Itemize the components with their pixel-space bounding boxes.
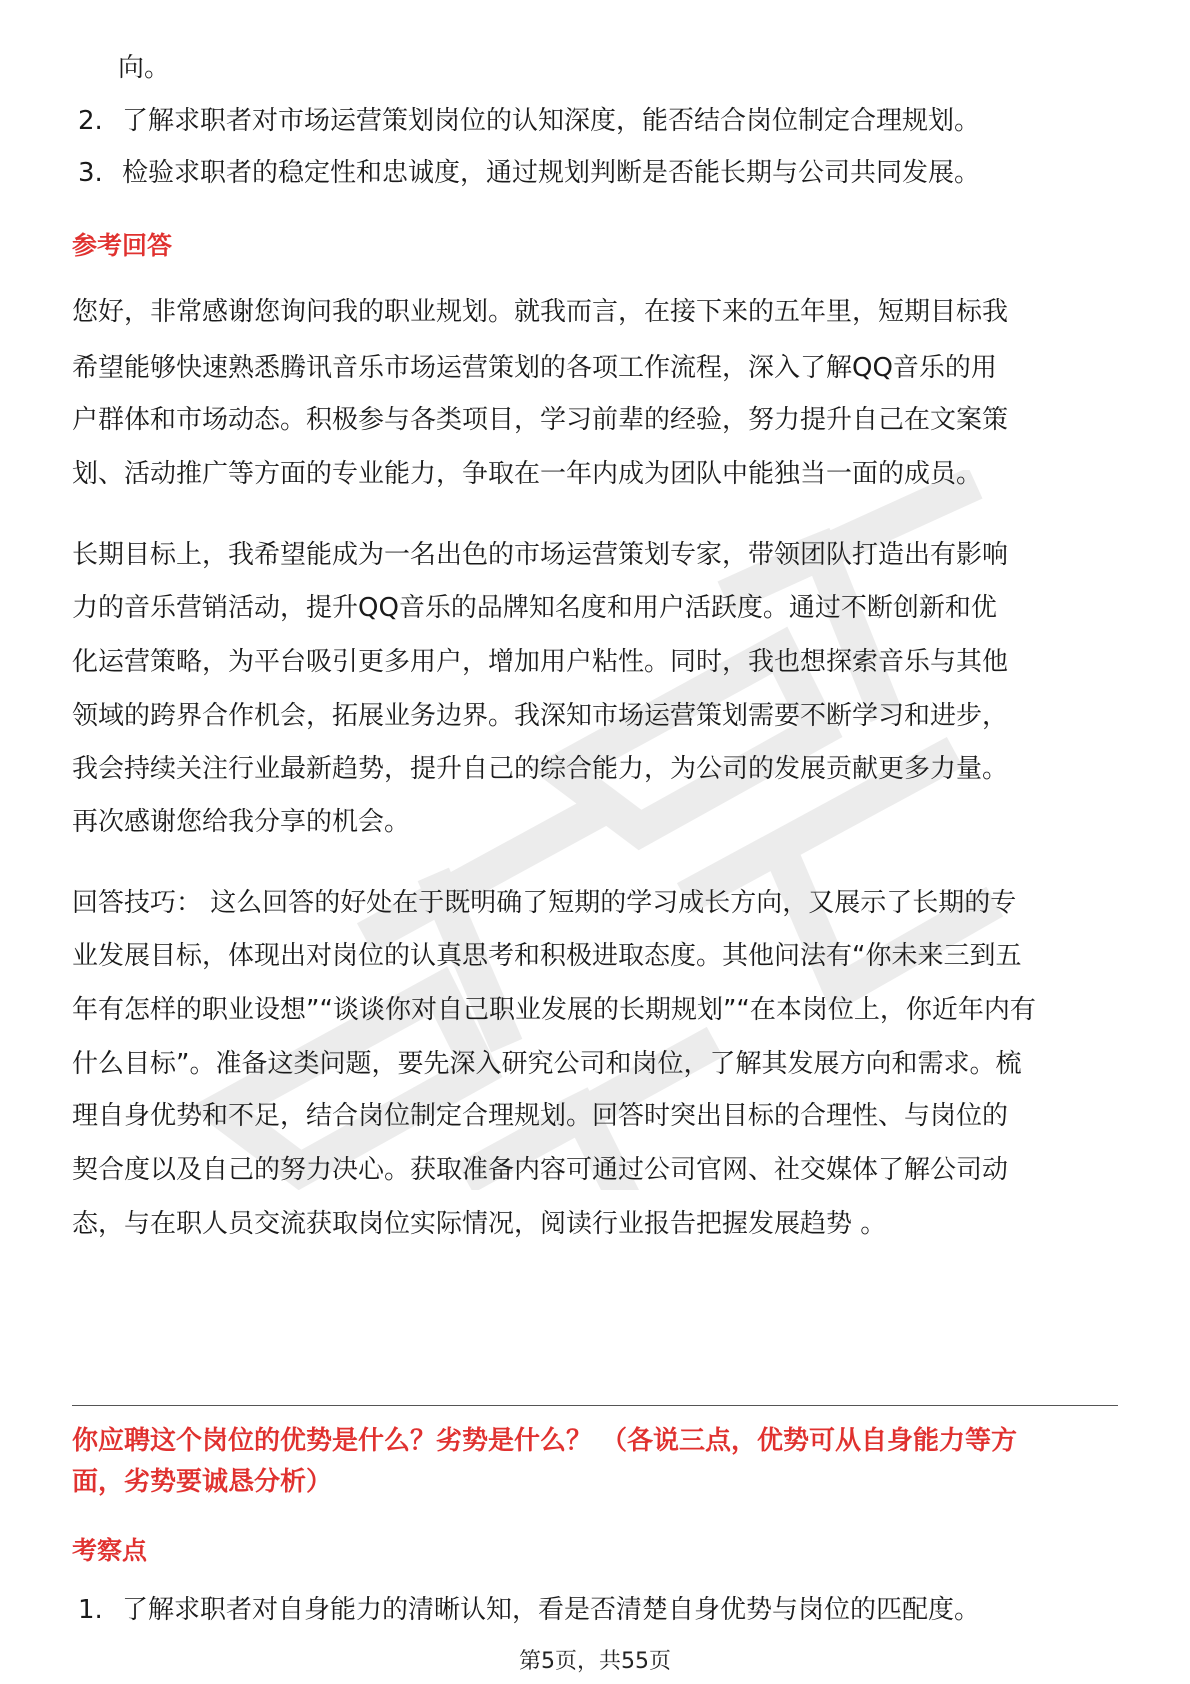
paragraph-line: 态，与在职人员交流获取岗位实际情况，阅读行业报告把握发展趋势 。 [72,1209,887,1239]
paragraph-line: 领域的跨界合作机会，拓展业务边界。我深知市场运营策划需要不断学习和进步， [72,701,1009,731]
paragraph-line: 回答技巧： 这么回答的好处在于既明确了短期的学习成长方向，又展示了长期的专 [72,888,1017,918]
paragraph-line: 再次感谢您给我分享的机会。 [72,807,411,837]
question-title-line: 你应聘这个岗位的优势是什么？劣势是什么？ （各说三点，优势可从自身能力等方 [72,1426,1018,1456]
exam-points-heading: 考察点 [72,1536,148,1565]
list-number: 2. [78,106,103,136]
list-text: 检验求职者的稳定性和忠诚度，通过规划判断是否能长期与公司共同发展。 [122,158,981,188]
paragraph-line: 化运营策略，为平台吸引更多用户，增加用户粘性。同时，我也想探索音乐与其他 [72,647,1009,677]
paragraph-line: 契合度以及自己的努力决心。获取准备内容可通过公司官网、社交媒体了解公司动 [72,1155,1009,1185]
list-item [78,1590,1118,1630]
answer-heading: 参考回答 [72,231,173,260]
paragraph-line: 理自身优势和不足，结合岗位制定合理规划。回答时突出目标的合理性、与岗位的 [72,1101,1009,1131]
list-item [78,101,1118,141]
paragraph-line: 划、活动推广等方面的专业能力，争取在一年内成为团队中能独当一面的成员。 [72,459,983,489]
paragraph-line: 我会持续关注行业最新趋势，提升自己的综合能力，为公司的发展贡献更多力量。 [72,754,1009,784]
paragraph-line: 户群体和市场动态。积极参与各类项目，学习前辈的经验，努力提升自己在文案策 [72,405,1009,435]
paragraph-line: 业发展目标，体现出对岗位的认真思考和积极进取态度。其他问法有“你未来三到五 [72,941,1022,971]
page-footer: 第5页，共55页 [519,1649,671,1674]
list-number: 1. [78,1595,103,1625]
section-divider [72,1405,1118,1406]
list-continuation: 向。 [118,53,171,83]
paragraph-line: 年有怎样的职业设想”“谈谈你对自己职业发展的长期规划”“在本岗位上，你近年内有 [72,995,1036,1025]
list-item [78,153,1118,193]
list-text: 了解求职者对自身能力的清晰认知，看是否清楚自身优势与岗位的匹配度。 [122,1595,981,1625]
paragraph-line: 希望能够快速熟悉腾讯音乐市场运营策划的各项工作流程，深入了解QQ音乐的用 [72,353,997,383]
list-number: 3. [78,158,103,188]
question-title-line: 面，劣势要诚恳分析） [72,1467,333,1497]
paragraph-line: 长期目标上，我希望能成为一名出色的市场运营策划专家，带领团队打造出有影响 [72,540,1009,570]
paragraph-line: 什么目标”。准备这类问题，要先深入研究公司和岗位，了解其发展方向和需求。梳 [72,1049,1022,1079]
paragraph-line: 力的音乐营销活动，提升QQ音乐的品牌知名度和用户活跃度。通过不断创新和优 [72,593,997,623]
paragraph-line: 您好，非常感谢您询问我的职业规划。就我而言，在接下来的五年里，短期目标我 [72,297,1009,327]
list-text: 了解求职者对市场运营策划岗位的认知深度，能否结合岗位制定合理规划。 [122,106,981,136]
